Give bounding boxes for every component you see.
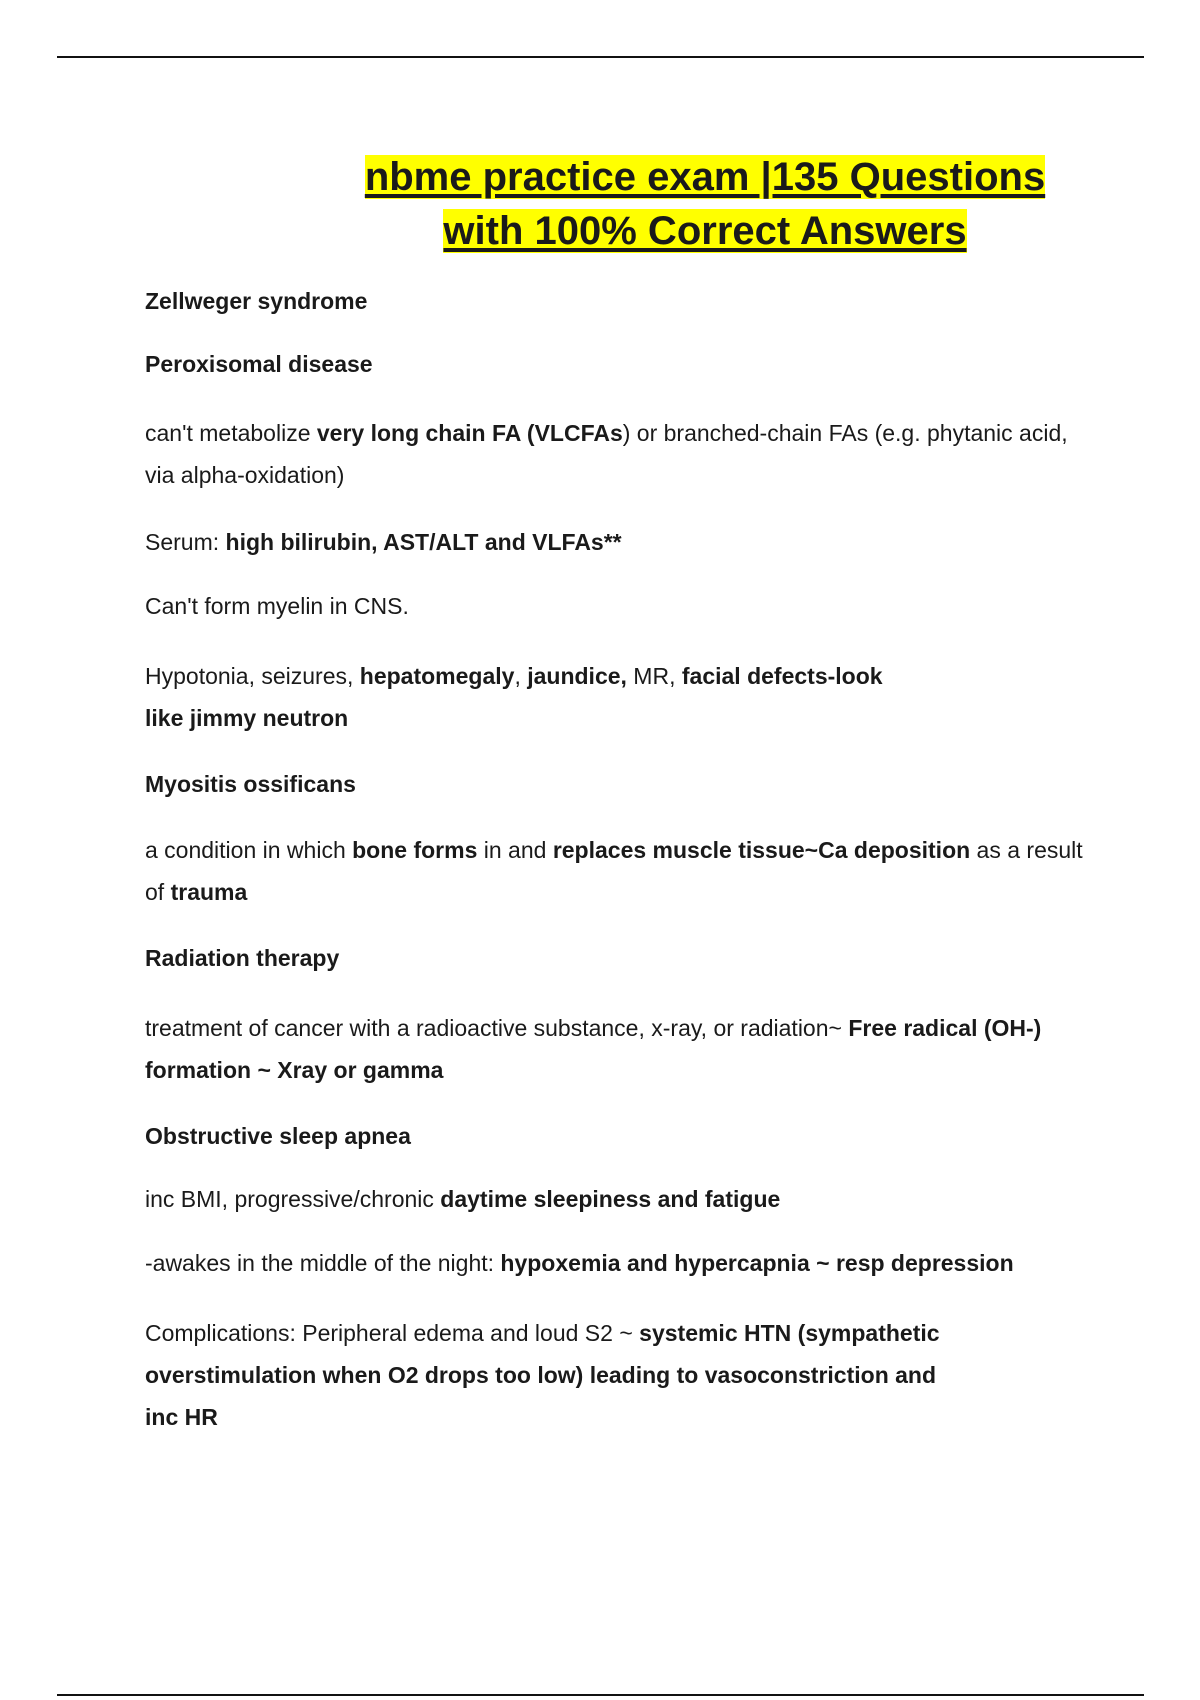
- top-rule: [57, 56, 1144, 58]
- term-osa: Obstructive sleep apnea: [145, 1123, 411, 1149]
- title-line-2: with 100% Correct Answers: [443, 209, 967, 253]
- term-zellweger: Zellweger syndrome: [145, 288, 368, 314]
- osa-complications: Complications: Peripheral edema and loud S2 ~ systemic HTN (sympathetic overstimulation when O2 drops too low) leading to vasoconstriction and inc HR: [145, 1320, 940, 1430]
- category-peroxisomal: Peroxisomal disease: [145, 351, 373, 377]
- zellweger-metabolism: can't metabolize very long chain FA (VLCFAs) or branched-chain FAs (e.g. phytanic acid, via alpha-oxidation): [145, 420, 1068, 488]
- zellweger-symptoms: Hypotonia, seizures, hepatomegaly, jaundice, MR, facial defects-look like jimmy neutron: [145, 663, 883, 731]
- myositis-definition: a condition in which bone forms in and replaces muscle tissue~Ca deposition as a result of trauma: [145, 837, 1083, 905]
- document-title: [320, 150, 1090, 258]
- osa-symptoms: inc BMI, progressive/chronic daytime sleepiness and fatigue: [145, 1186, 781, 1212]
- term-radiation: Radiation therapy: [145, 945, 340, 971]
- zellweger-myelin: Can't form myelin in CNS.: [145, 593, 409, 619]
- zellweger-serum: Serum: high bilirubin, AST/ALT and VLFAs**: [145, 529, 622, 555]
- osa-night: -awakes in the middle of the night: hypoxemia and hypercapnia ~ resp depression: [145, 1250, 1014, 1276]
- radiation-definition: treatment of cancer with a radioactive substance, x-ray, or radiation~ Free radical (OH-) formation ~ Xray or gamma: [145, 1015, 1042, 1083]
- bottom-rule: [57, 1694, 1144, 1696]
- title-line-1: nbme practice exam |135 Questions: [364, 155, 1046, 199]
- term-myositis: Myositis ossificans: [145, 771, 356, 797]
